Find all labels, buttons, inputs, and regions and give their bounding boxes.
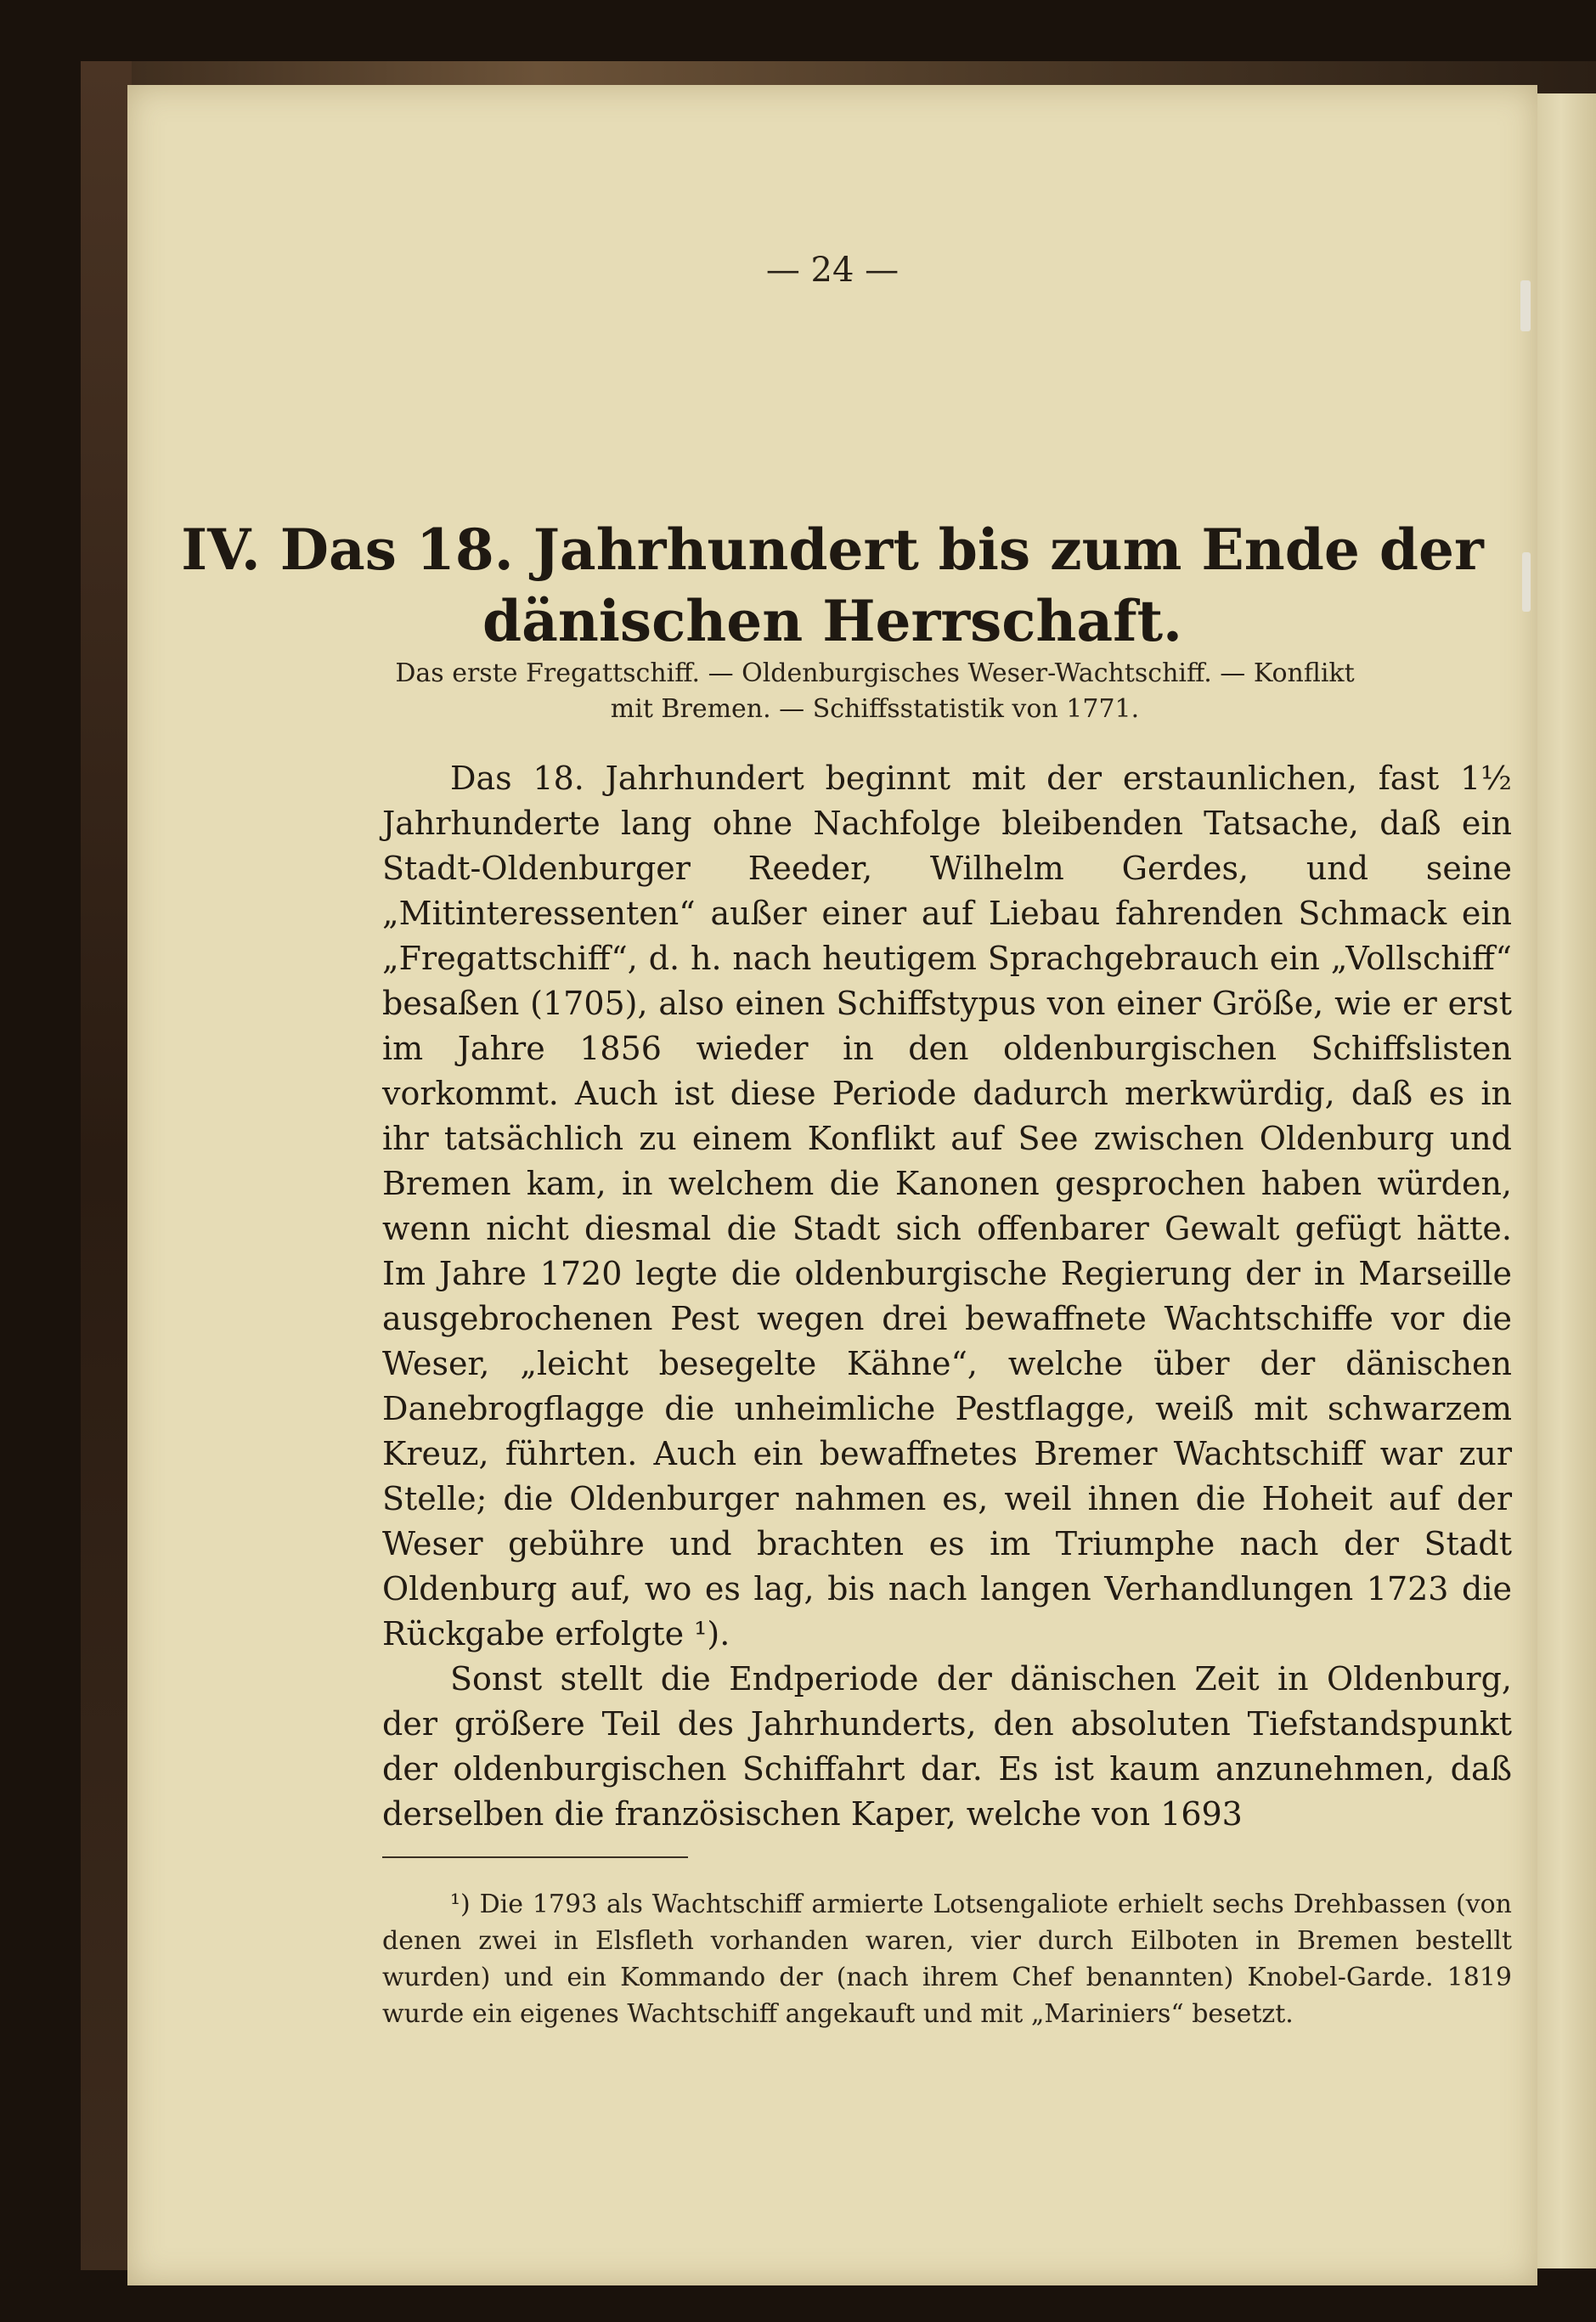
chapter-title: IV. Das 18. Jahrhundert bis zum Ende der dänischen Herrschaft. [181, 517, 1484, 654]
footnote-divider [382, 1856, 688, 1858]
paper-spot [1520, 280, 1531, 331]
page-number: — 24 — [765, 251, 900, 290]
book-page [127, 85, 1537, 2285]
paragraph: Das 18. Jahrhundert beginnt mit der erstaunlichen, fast 1½ Jahrhunderte lang ohne Nachfolge bleibenden Tatsache, daß ein Stadt-Oldenburger Reeder, Wilhelm Gerdes, und seine „Mitinteressenten“ außer einer auf Liebau fahrenden Schmack ein „Fregattschiff“, d. h. nach heutigem Sprachgebrauch ein „Vollschiff“ besaßen (1705), also einen Schiffstypus von einer Größe, wie er erst im Jahre 1856 wieder in den oldenburgischen Schiffslisten vorkommt. Auch ist diese Periode dadurch merkwürdig, daß es in ihr tatsächlich zu einem Konflikt auf See zwischen Oldenburg und Bremen kam, in welchem die Kanonen gesprochen haben würden, wenn nicht diesmal die Stadt sich offenbarer Gewalt gefügt hätte. Im Jahre 1720 legte die oldenburgische Regierung der in Marseille ausgebrochenen Pest wegen drei bewaffnete Wachtschiffe vor die Weser, „leicht besegelte Kähne“, welche über der dänischen Danebrogflagge die unheimliche Pestflagge, weiß mit schwarzem Kreuz, führten. Auch ein bewaffnetes Bremer Wachtschiff war zur Stelle; die Oldenburger nahmen es, weil ihnen die Hoheit auf der Weser gebühre und brachten es im Triumphe nach der Stadt Oldenburg auf, wo es lag, bis nach langen Verhandlungen 1723 die Rückgabe erfolgte ¹). [382, 760, 1512, 1653]
page-edge [1537, 93, 1596, 2268]
paragraph: Sonst stellt die Endperiode der dänischen Zeit in Oldenburg, der größere Teil des Jahrhunderts, den absoluten Tiefstandspunkt der oldenburgischen Schiffahrt dar. Es ist kaum anzunehmen, daß derselben die französischen Kaper, welche von 1693 [382, 1660, 1512, 1833]
body-text [382, 756, 1512, 1837]
book-binding-left [81, 61, 132, 2270]
paper-spot [1522, 552, 1531, 612]
footnote: ¹) Die 1793 als Wachtschiff armierte Lotsengaliote erhielt sechs Drehbassen (von denen zwei in Elsfleth vorhanden waren, vier durch Eilboten in Bremen bestellt wurden) und ein Kommando der (nach ihrem Chef benannten) Knobel-Garde. 1819 wurde ein eigenes Wachtschiff angekauft und mit „Mariniers“ besetzt. [382, 1890, 1512, 2029]
chapter-summary: Das erste Fregattschiff. — Oldenburgisches Weser-Wachtschiff. — Konflikt mit Bremen. — Schiffsstatistik von 1771. [395, 658, 1355, 724]
